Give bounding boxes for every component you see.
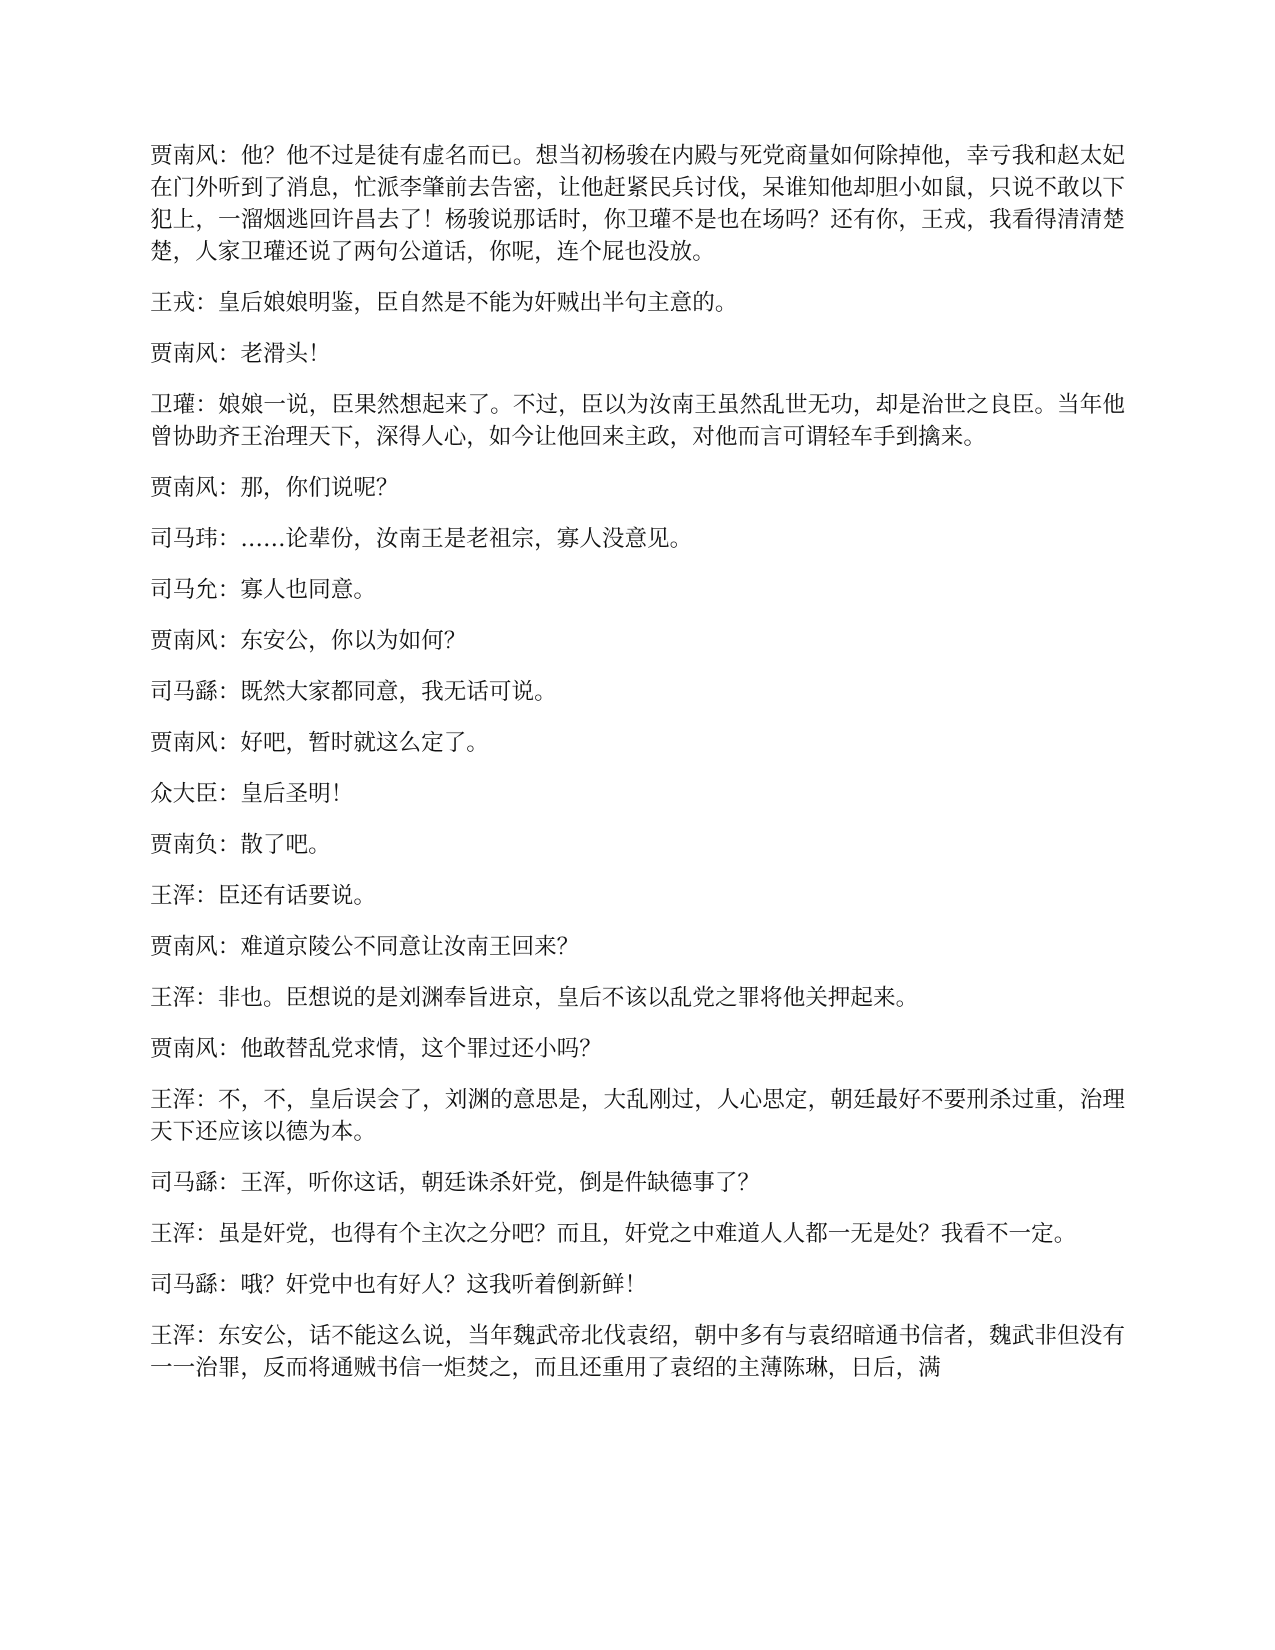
- dialogue-paragraph: 贾南风：难道京陵公不同意让汝南王回来？: [150, 934, 580, 960]
- dialogue-paragraph: 司马繇：哦？奸党中也有好人？这我听着倒新鲜！: [150, 1272, 648, 1298]
- dialogue-paragraph: 贾南风：老滑头！: [150, 341, 331, 367]
- dialogue-paragraph: 王浑：臣还有话要说。: [150, 883, 376, 909]
- dialogue-paragraph: 贾南风：他？他不过是徒有虚名而已。想当初杨骏在内殿与死党商量如何除掉他，幸亏我和赵太妃在门外听到了消息，忙派李肇前去告密，让他赶紧民兵讨伐，呆谁知他却胆小如鼠，只说不敢以下犯上，一溜烟逃回许昌去了！杨骏说那话时，你卫瓘不是也在场吗？还有你，王戎，我看得清清楚楚，人家卫瓘还说了两句公道话，你呢，连个屁也没放。: [150, 143, 1125, 265]
- dialogue-paragraph: 贾南风：他敢替乱党求情，这个罪过还小吗？: [150, 1036, 602, 1062]
- document-body: [150, 140, 1125, 1403]
- dialogue-paragraph: 王浑：虽是奸党，也得有个主次之分吧？而且，奸党之中难道人人都一无是处？我看不一定。: [150, 1221, 1077, 1247]
- dialogue-paragraph: 卫瓘：娘娘一说，臣果然想起来了。不过，臣以为汝南王虽然乱世无功，却是治世之良臣。当年他曾协助齐王治理天下，深得人心，如今让他回来主政，对他而言可谓轻车手到擒来。: [150, 392, 1125, 450]
- dialogue-paragraph: 王浑：不，不，皇后误会了，刘渊的意思是，大乱刚过，人心思定，朝廷最好不要刑杀过重，治理天下还应该以德为本。: [150, 1087, 1125, 1145]
- dialogue-paragraph: 王浑：非也。臣想说的是刘渊奉旨进京，皇后不该以乱党之罪将他关押起来。: [150, 985, 919, 1011]
- dialogue-paragraph: 贾南风：东安公，你以为如何？: [150, 628, 467, 654]
- dialogue-paragraph: 众大臣：皇后圣明！: [150, 781, 354, 807]
- dialogue-paragraph: 贾南风：好吧，暂时就这么定了。: [150, 730, 489, 756]
- dialogue-paragraph: 贾南负：散了吧。: [150, 832, 331, 858]
- dialogue-paragraph: 贾南风：那，你们说呢？: [150, 475, 399, 501]
- dialogue-paragraph: 司马繇：既然大家都同意，我无话可说。: [150, 679, 557, 705]
- dialogue-paragraph: 王浑：东安公，话不能这么说，当年魏武帝北伐袁绍，朝中多有与袁绍暗通书信者，魏武非但没有一一治罪，反而将通贼书信一炬焚之，而且还重用了袁绍的主薄陈琳，日后，满: [150, 1323, 1125, 1381]
- dialogue-paragraph: 司马繇：王浑，听你这话，朝廷诛杀奸党，倒是件缺德事了？: [150, 1170, 761, 1196]
- dialogue-paragraph: 王戎：皇后娘娘明鉴，臣自然是不能为奸贼出半句主意的。: [150, 290, 738, 316]
- dialogue-paragraph: 司马玮：……论辈份，汝南王是老祖宗，寡人没意见。: [150, 526, 693, 552]
- dialogue-paragraph: 司马允：寡人也同意。: [150, 577, 376, 603]
